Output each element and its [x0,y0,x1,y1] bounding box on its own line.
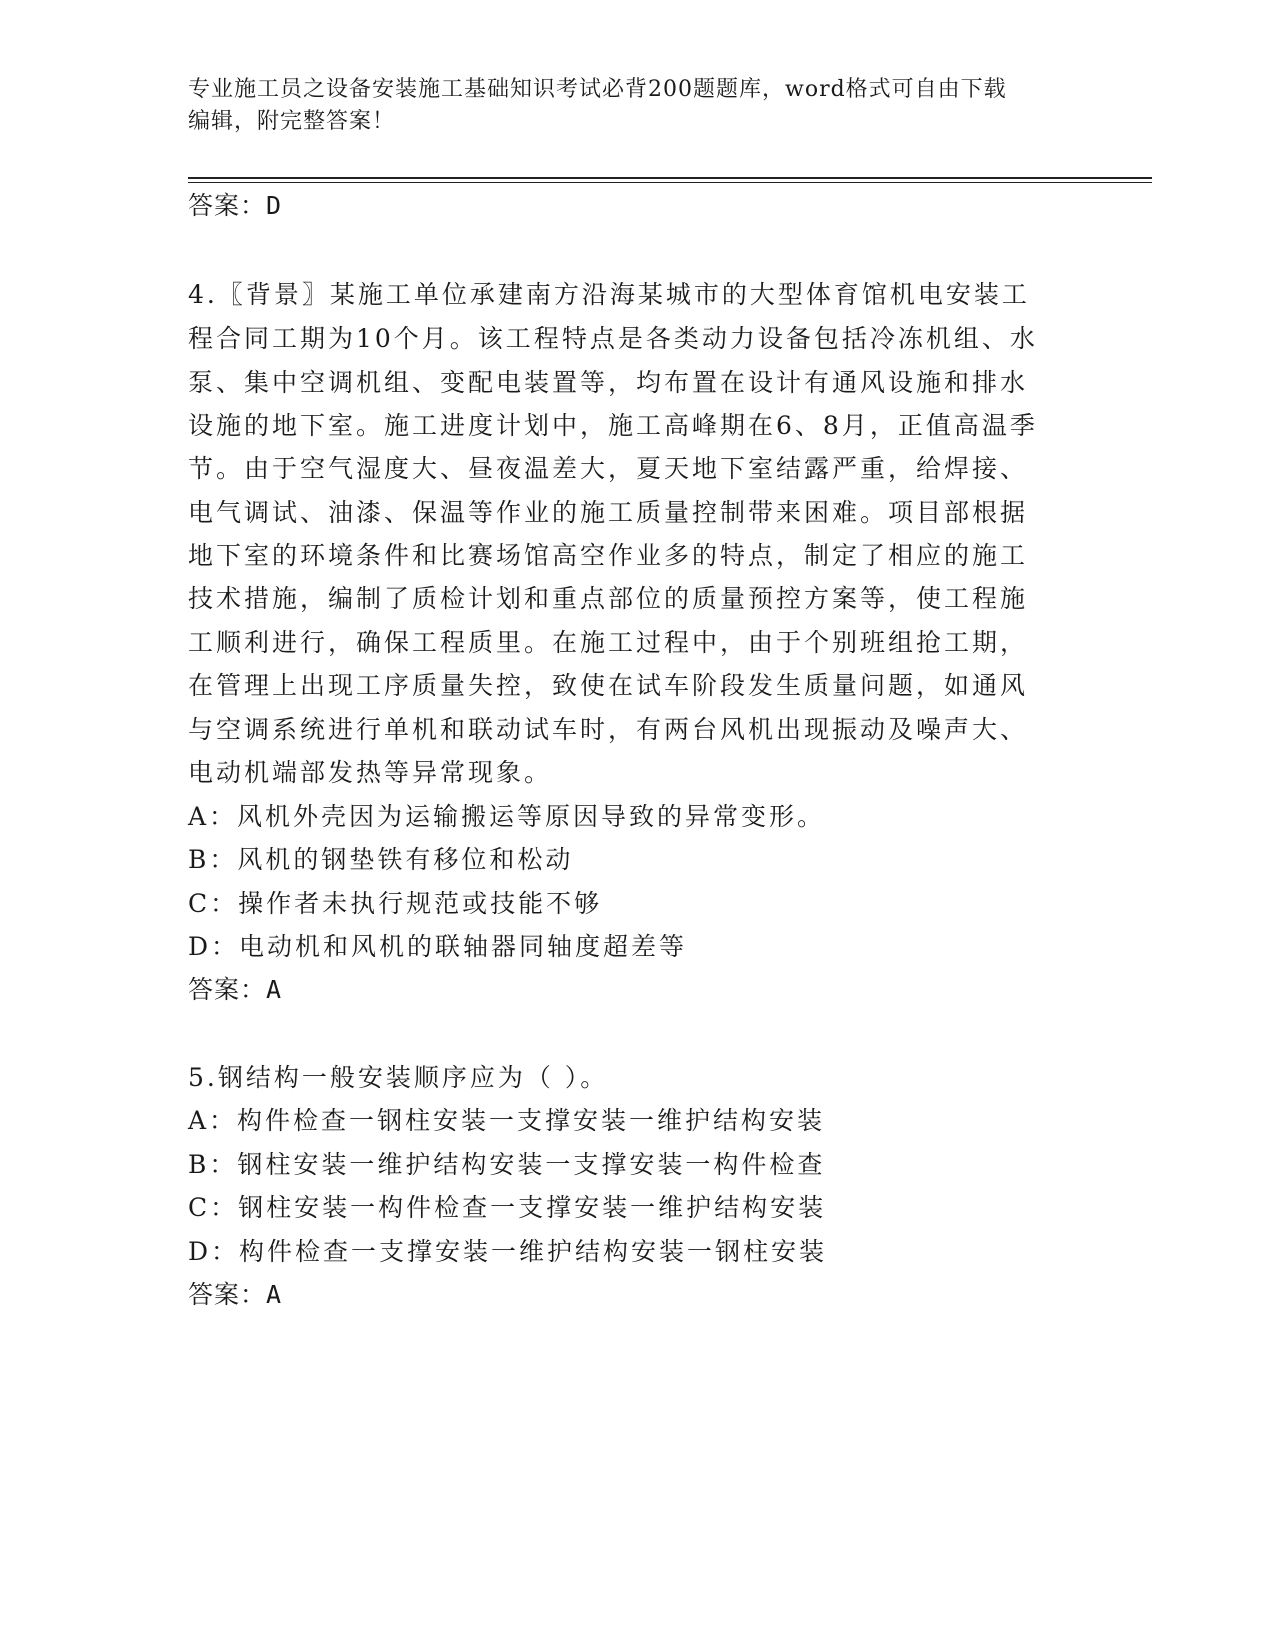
header-line-1: 专业施工员之设备安装施工基础知识考试必背200题题库，word格式可自由下载 [188,77,1007,102]
question-5-answer [188,1275,282,1311]
question-5-stem: 5.钢结构一般安装顺序应为（ ）。 [188,1063,609,1092]
question-4-line: 程合同工期为10个月。该工程特点是各类动力设备包括冷冻机组、水 [188,324,1038,353]
question-5-option-d: D：构件检查一支撑安装一维护结构安装一钢柱安装 [188,1237,828,1266]
question-5-option-b: B：钢柱安装一维护结构安装一支撑安装一构件检查 [188,1150,826,1179]
answer-value: A [266,1280,283,1309]
question-4-line: 电气调试、油漆、保温等作业的施工质量控制带来困难。项目部根据 [188,498,1029,527]
question-5-option-c: C：钢柱安装一构件检查一支撑安装一维护结构安装 [188,1193,827,1222]
question-4-option-d: D：电动机和风机的联轴器同轴度超差等 [188,932,688,961]
question-4-line: 设施的地下室。施工进度计划中，施工高峰期在6、8月，正值高温季 [188,411,1038,440]
answer-label: 答案： [188,191,267,220]
question-4-line: 地下室的环境条件和比赛场馆高空作业多的特点，制定了相应的施工 [188,541,1029,570]
question-4-answer [188,970,282,1006]
document-header [188,74,1068,138]
question-4-line: 技术措施，编制了质检计划和重点部位的质量预控方案等，使工程施 [188,584,1029,613]
question-4-line: 4.〖背景〗某施工单位承建南方沿海某城市的大型体育馆机电安装工 [188,280,1030,309]
header-divider-thin [188,182,1152,183]
answer-prev [188,186,282,222]
question-4-line: 电动机端部发热等异常现象。 [188,758,553,787]
question-4-option-b: B：风机的钢垫铁有移位和松动 [188,845,574,874]
header-line-2: 编辑，附完整答案！ [188,109,396,134]
answer-label: 答案： [188,1280,267,1309]
question-4-line: 与空调系统进行单机和联动试车时，有两台风机出现振动及噪声大、 [188,715,1029,744]
answer-label: 答案： [188,975,267,1004]
question-4-option-c: C：操作者未执行规范或技能不够 [188,889,603,918]
header-divider-thick [188,177,1152,179]
question-4-line: 泵、集中空调机组、变配电装置等，均布置在设计有通风设施和排水 [188,368,1029,397]
question-4-line: 节。由于空气湿度大、昼夜温差大，夏天地下室结露严重，给焊接、 [188,454,1029,483]
question-4-line: 工顺利进行，确保工程质里。在施工过程中，由于个别班组抢工期， [188,628,1029,657]
question-5-option-a: A：构件检查一钢柱安装一支撑安装一维护结构安装 [188,1106,826,1135]
answer-value: D [266,191,283,220]
question-4-line: 在管理上出现工序质量失控，致使在试车阶段发生质量问题，如通风 [188,671,1029,700]
answer-value: A [266,975,283,1004]
question-4-option-a: A：风机外壳因为运输搬运等原因导致的异常变形。 [188,802,826,831]
